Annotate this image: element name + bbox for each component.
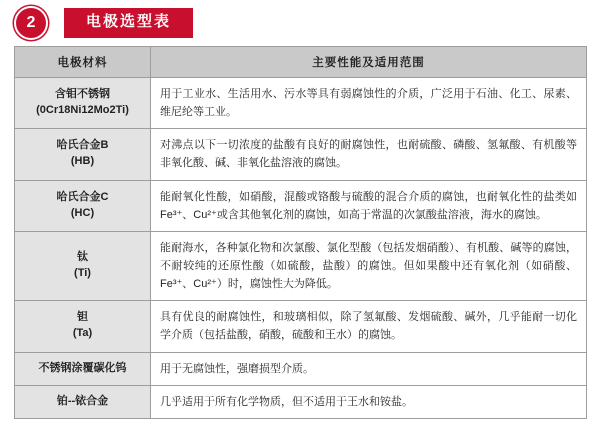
table-container (0, 44, 600, 419)
cell-material (15, 352, 151, 385)
section-header (0, 0, 600, 44)
table-row (15, 385, 587, 418)
material-name-line: 含钼不锈钢 (55, 88, 110, 101)
material-name-line: 钛 (77, 251, 88, 264)
material-code-line: (Ti) (74, 267, 91, 280)
cell-material (15, 129, 151, 180)
table-row (15, 180, 587, 231)
table-header-row (15, 47, 587, 78)
column-header-description: 主要性能及适用范围 (151, 47, 587, 78)
cell-description: 能耐氧化性酸，如硝酸，混酸或铬酸与硫酸的混合介质的腐蚀，也耐氧化性的盐类如Fe³⁺、Cu²⁺或含其他氧化剂的腐蚀，如高于常温的次氯酸盐溶液，海水的腐蚀。 (151, 180, 587, 231)
cell-description: 几乎适用于所有化学物质，但不适用于王水和铵盐。 (151, 385, 587, 418)
cell-material (15, 385, 151, 418)
material-name-line: 哈氏合金B (56, 139, 109, 152)
cell-description: 对沸点以下一切浓度的盐酸有良好的耐腐蚀性，也耐硫酸、磷酸、氢氟酸、有机酸等非氧化酸、碱、非氧化盐溶液的腐蚀。 (151, 129, 587, 180)
material-name-line: 哈氏合金C (56, 190, 109, 203)
cell-description: 用于工业水、生活用水、污水等具有弱腐蚀性的介质，广泛用于石油、化工、尿素、维尼纶等工业。 (151, 78, 587, 129)
table-row (15, 129, 587, 180)
column-header-material: 电极材料 (15, 47, 151, 78)
material-name-line: 铂--铱合金 (56, 394, 109, 407)
cell-material (15, 180, 151, 231)
table-head (15, 47, 587, 78)
material-name-line: 钽 (77, 311, 88, 324)
step-number-badge: 2 (14, 6, 48, 40)
cell-material (15, 231, 151, 300)
table-row (15, 231, 587, 300)
table-body (15, 78, 587, 419)
cell-description: 用于无腐蚀性，强磨损型介质。 (151, 352, 587, 385)
cell-material (15, 78, 151, 129)
material-code-line: (HC) (70, 206, 95, 219)
page-title: 电极选型表 (64, 8, 193, 38)
material-name-line: 不锈钢涂覆碳化钨 (38, 361, 127, 374)
cell-description: 具有优良的耐腐蚀性，和玻璃相似，除了氢氟酸、发烟硫酸、碱外，几乎能耐一切化学介质（包括盐酸，硝酸，硫酸和王水）的腐蚀。 (151, 301, 587, 352)
table-row (15, 301, 587, 352)
cell-description: 能耐海水，各种氯化物和次氯酸、氯化型酸（包括发烟硝酸）、有机酸、碱等的腐蚀，不耐较纯的还原性酸（如硫酸，盐酸）的腐蚀。但如果酸中还有氧化剂（如硝酸、Fe³⁺、Cu²⁺）时，腐蚀性大为降低。 (151, 231, 587, 300)
cell-material (15, 301, 151, 352)
material-code-line: (HB) (70, 155, 95, 168)
table-row (15, 352, 587, 385)
electrode-selection-table (14, 46, 587, 419)
material-code-line: (0Cr18Ni12Mo2Ti) (36, 104, 129, 117)
material-code-line: (Ta) (72, 327, 93, 340)
table-row (15, 78, 587, 129)
